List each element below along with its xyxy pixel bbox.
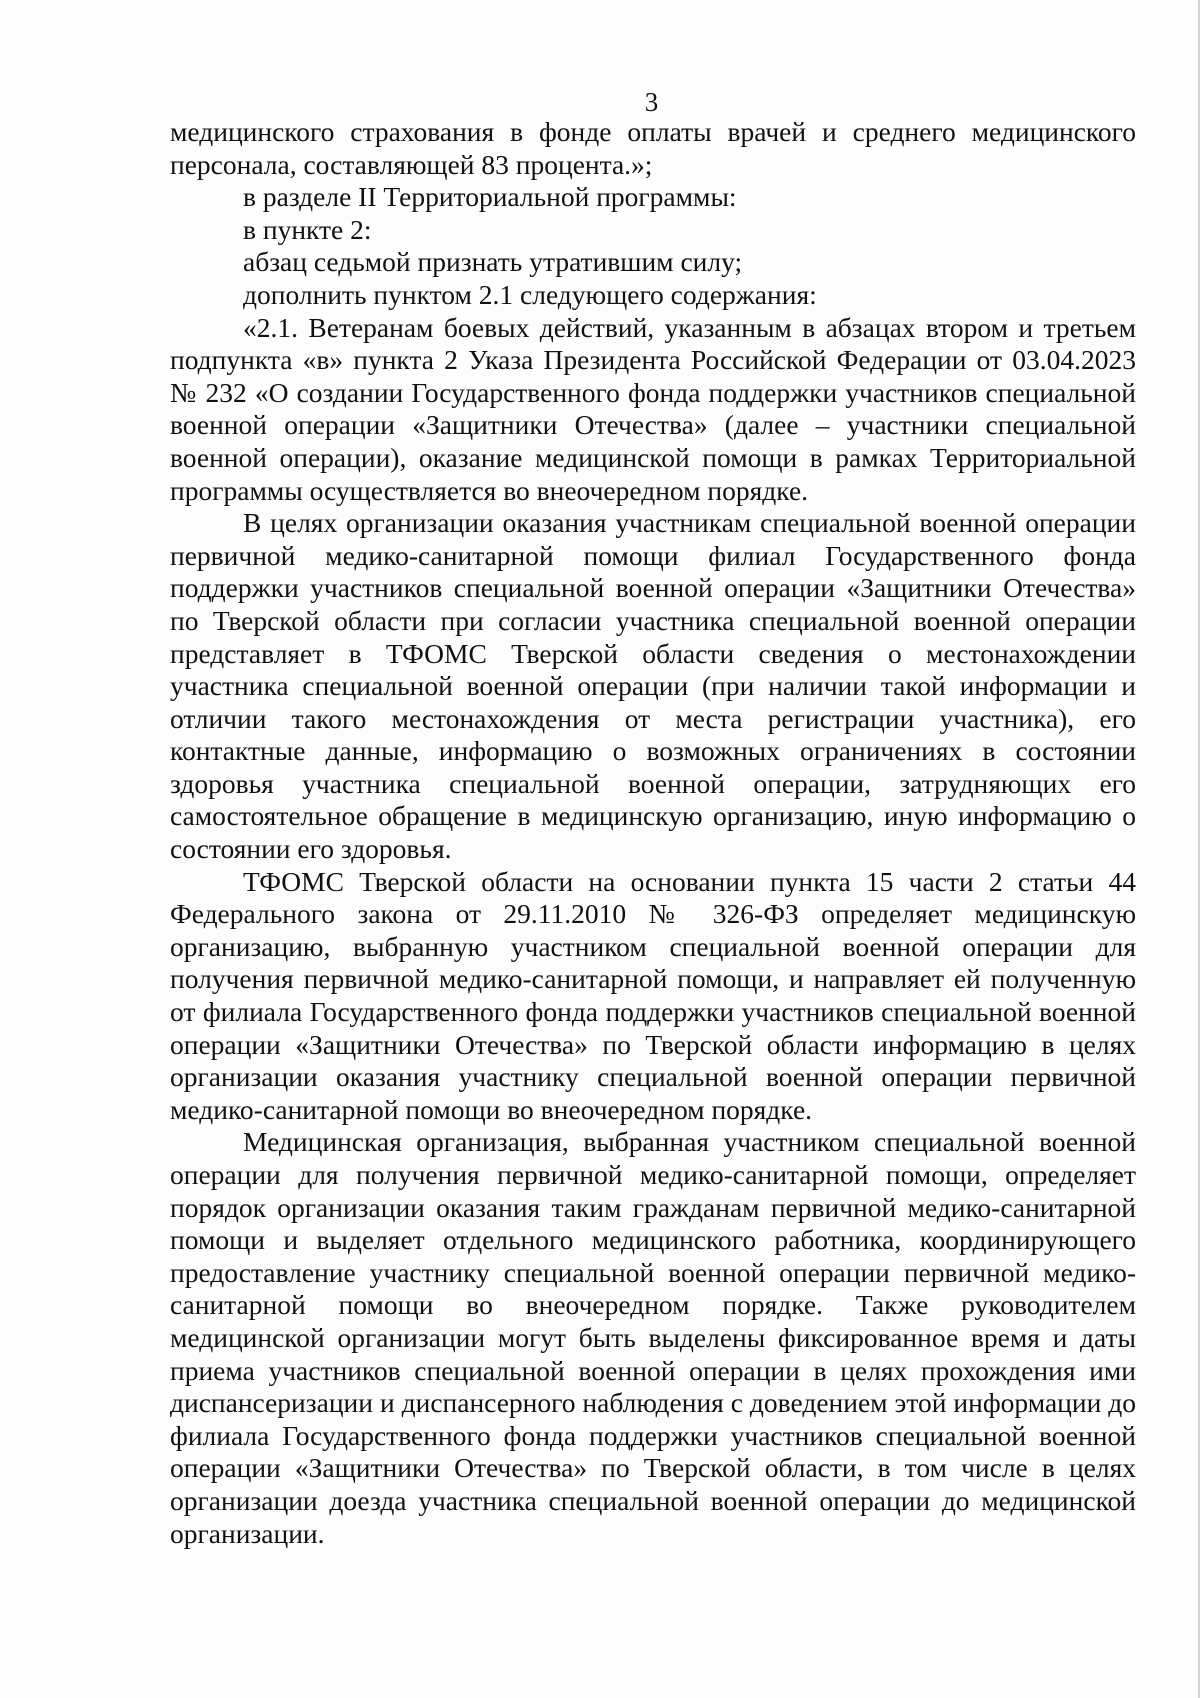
document-body (170, 116, 1136, 1550)
paragraph-tfoms: ТФОМС Тверской области на основании пункта 15 части 2 статьи 44 Федерального закона от 29.11.2010 № 326-ФЗ определяет медицинскую организацию, выбранную участником специальной военной операции для получения первичной медико-санитарной помощи, и направляет ей полученную от филиала Государственного фонда поддержки участников специальной военной операции «Защитники Отечества» по Тверской области информацию в целях организации оказания участнику специальной военной операции первичной медико-санитарной помощи во внеочередном порядке. (170, 865, 1136, 1125)
paragraph-medical-organization: Медицинская организация, выбранная участником специальной военной операции для получения первичной медико-санитарной помощи, определяет порядок организации оказания таким гражданам первичной медико-санитарной помощи и выделяет отдельного медицинского работника, координирующего предоставление участнику специальной военной операции первичной медико-санитарной помощи во внеочередном порядке. Также руководителем медицинской организации могут быть выделены фиксированное время и даты приема участников специальной военной операции в целях прохождения ими диспансеризации и диспансерного наблюдения с доведением этой информации до филиала Государственного фонда поддержки участников специальной военной операции «Защитники Отечества» по Тверской области, в том числе в целях организации доезда участника специальной военной операции до медицинской организации. (170, 1126, 1136, 1549)
paragraph-point-2-1: «2.1. Ветеранам боевых действий, указанным в абзацах втором и третьем подпункта «в» пункта 2 Указа Президента Российской Федерации от 03.04.2023 № 232 «О создании Государственного фонда поддержки участников специальной военной операции «Защитники Отечества» (далее – участники специальной военной операции), оказание медицинской помощи в рамках Территориальной программы осуществляется во внеочередном порядке. (170, 311, 1136, 506)
paragraph-continuation: медицинского страхования в фонде оплаты врачей и среднего медицинского персонала, составляющей 83 процента.»; (170, 116, 1136, 180)
paragraph-section-ii: в разделе II Территориальной программы: (243, 181, 737, 213)
paragraph-add-point-2-1: дополнить пунктом 2.1 следующего содержания: (243, 278, 817, 310)
page-number: 3 (644, 87, 659, 117)
paragraph-primary-care: В целях организации оказания участникам специальной военной операции первичной медико-санитарной помощи филиал Государственного фонда поддержки участников специальной военной операции «Защитники Отечества» по Тверской области при согласии участника специальной военной операции представляет в ТФОМС Тверской области сведения о местонахождении участника специальной военной операции (при наличии такой информации и отличии такого местонахождения от места регистрации участника), его контактные данные, информацию о возможных ограничениях в состоянии здоровья участника специальной военной операции, затрудняющих его самостоятельное обращение в медицинскую организацию, иную информацию о состоянии его здоровья. (170, 507, 1136, 865)
paragraph-point-2: в пункте 2: (243, 213, 372, 245)
paragraph-abzac-7: абзац седьмой признать утратившим силу; (243, 246, 743, 278)
